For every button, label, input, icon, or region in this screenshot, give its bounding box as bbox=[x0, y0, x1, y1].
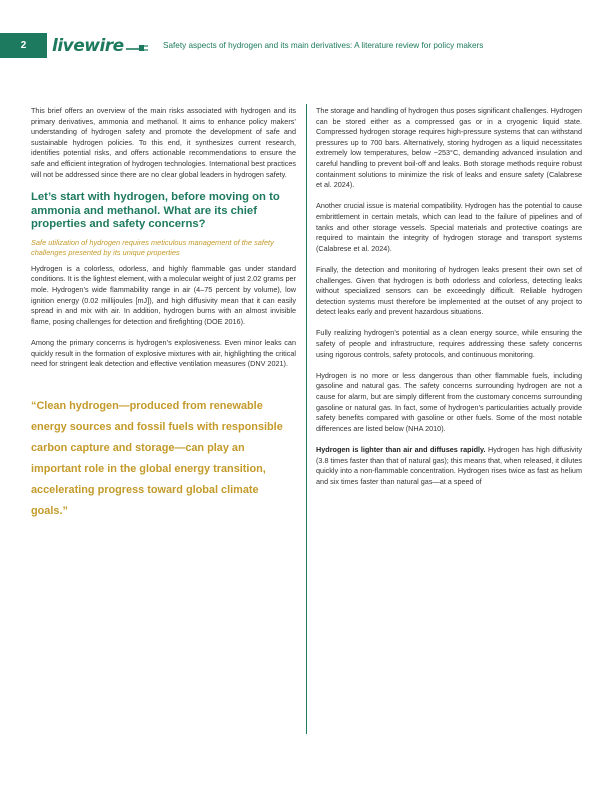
diffusion-text: Hydrogen has high diffusivity (3.8 times faster than that of natural gas); this means that, when released, it dilutes quickly into a non-flammable concentration. Hydrogen rises twice as fast as helium and six times faster than natural gas—at a speed of bbox=[316, 445, 582, 486]
logo-text: livewire bbox=[52, 36, 124, 56]
column-divider bbox=[306, 104, 307, 734]
document-title: Safety aspects of hydrogen and its main derivatives: A literature review for policy makers bbox=[163, 41, 484, 50]
section-subheading: Safe utilization of hydrogen requires meticulous management of the safety challenges presented by its unique properties bbox=[31, 237, 274, 258]
potential-paragraph: Fully realizing hydrogen’s potential as a clean energy source, while ensuring the safety of people and infrastructure, requires addressing these safety concerns using rigorous controls, safety protocols, and continuous monitoring. bbox=[316, 328, 582, 359]
plug-icon bbox=[126, 41, 148, 51]
intro-paragraph: This brief offers an overview of the main risks associated with hydrogen and its primary derivatives, ammonia and methanol. It aims to enhance policy makers’ understanding of hydrogen safety and promote the development of safe and sustainable hydrogen policies. To this end, it synthesizes current research, identifies potential risks, and offers actionable recommendations to ensure the safe and efficient integration of hydrogen technologies. International best practices will not be addressed since there are no clear global leaders in hydrogen safety. bbox=[31, 106, 296, 179]
detection-paragraph: Finally, the detection and monitoring of hydrogen leaks present their own set of challenges. Given that hydrogen is both odorless and colorless, detecting leaks without specialized sensors can be exceedingly difficult. Reliable hydrogen detection systems must therefore be implemented at the outset of any project to detect leaks early and prevent hazardous situations. bbox=[316, 264, 582, 317]
diffusion-paragraph bbox=[316, 445, 582, 487]
page-number: 2 bbox=[0, 33, 47, 58]
right-column bbox=[316, 106, 582, 498]
section-heading: Let’s start with hydrogen, before moving on to ammonia and methanol. What are its chief properties and safety concerns? bbox=[31, 191, 280, 231]
comparison-paragraph: Hydrogen is no more or less dangerous than other flammable fuels, including gasoline and natural gas. The safety concerns surrounding hydrogen are not a cause for alarm, but are simply different from the customary concerns surrounding gasoline or natural gas. In fact, some of hydrogen’s particularities actually provide safety benefits compared with gasoline or other fuels. Some of the most notable differences are listed below (NHA 2010). bbox=[316, 370, 582, 433]
explosiveness-paragraph: Among the primary concerns is hydrogen’s explosiveness. Even minor leaks can quickly result in the formation of explosive mixtures with air, highlighting the critical need for stringent leak detection and effective ventilation measures (DNV 2021). bbox=[31, 338, 296, 369]
properties-paragraph: Hydrogen is a colorless, odorless, and highly flammable gas under standard conditions. It is the lightest element, with a molecular weight of just 2.02 grams per mole. Hydrogen’s wide flammability range in air (4–75 percent by volume), low ignition energy (0.02 millijoules [mJ]), and high diffusivity mean that it can easily spread in and mix with air. In addition, hydrogen burns with an almost invisible flame, posing challenges for detection and firefighting (DOE 2016). bbox=[31, 263, 296, 326]
diffusion-lead: Hydrogen is lighter than air and diffuses rapidly. bbox=[316, 445, 486, 454]
livewire-logo bbox=[52, 35, 148, 57]
pull-quote: “Clean hydrogen—produced from renewable energy sources and fossil fuels with responsible carbon capture and storage—can play an important role in the global energy transition, accelerating progress toward global climate goals.” bbox=[31, 399, 283, 517]
left-column bbox=[31, 106, 296, 522]
storage-paragraph: The storage and handling of hydrogen thus poses significant challenges. Hydrogen can be stored either as a compressed gas or in a cryogenic liquid state. Compressed hydrogen storage requires high-pressure systems that can withstand pressures up to 700 bars. Alternatively, storing hydrogen as a liquid necessitates extremely low temperatures, below −253°C, demanding advanced insulation and careful handling to prevent boil-off and leaks. Both storage methods require robust containment solutions to minimize the risk of leaks and ensure safety (Calabrese et al. 2024). bbox=[316, 106, 583, 190]
materials-paragraph: Another crucial issue is material compatibility. Hydrogen has the potential to cause embrittlement in certain metals, which can lead to the failure of pipelines and of tanks and other storage vessels. Special materials and protective coatings are required to maintain the integrity of hydrogen storage and transport systems (Calabrese et al. 2024). bbox=[316, 201, 582, 253]
